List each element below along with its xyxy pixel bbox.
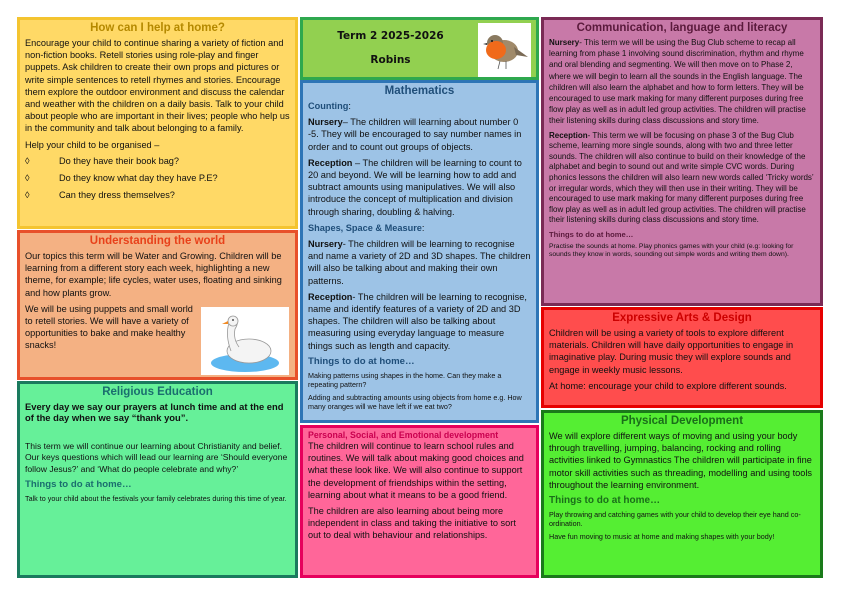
panel-body-2: At home: encourage your child to explore different sounds. bbox=[549, 380, 787, 391]
panel-body: The children will continue to learn school rules and routines. We will talk about making good choices and what these look like. We will also continue to support the development of friendships within the setting, learning about what it means to be a good friend. bbox=[308, 441, 524, 500]
counting-reception: Reception – The children will be learning to count to 20 and beyond. We will be learning how to add and subtract amounts using manipulatives. We will also introduce the concept of multiplication and division through sharing, doubling & halving. bbox=[308, 157, 522, 217]
robin-image bbox=[478, 23, 531, 77]
swan-image bbox=[201, 307, 289, 375]
home-text-2: Adding and subtracting amounts using objects from home e.g. How many oranges will we have left if we eat two? bbox=[308, 392, 522, 411]
home-title: Things to do at home… bbox=[308, 355, 415, 367]
home-text: Practise the sounds at home. Play phonics games with your child (e.g: looking for sounds they know in words, sounding out simple words and writing them down). bbox=[549, 242, 794, 259]
cll-nursery: Nursery- This term we will be using the Bug Club scheme to recap all learning from phase 1 involving sound discrimination, rhythm and rhyme and oral blending and segmenting. We will then move on to Phase 2, where we will begin to learn all the sounds in the English language. The children will also learn the alphabet and how to form letters. They will be encouraged to use mark making for many different purposes during free flow play as well as in adult led group activities. The children will practise their listening skills during class discussions and story time. bbox=[549, 38, 806, 126]
home-title: Things to do at home… bbox=[549, 229, 634, 239]
shapes-reception: Reception- The children will be learning to recognise, name and identify features of a variety of 2D and 3D shapes. The children will also be talking about measuring using everyday language to measure things such as length and capacity. bbox=[308, 291, 527, 351]
cll-reception: Reception- This term we will be focusing on phase 3 of the Bug Club scheme, learning more single sounds, along with two and three letter sounds. The children will also continue to build on their knowledge of the alphabet and begin to sound out and write simple CVC words. During phonics lessons the children will also learn new words called ‘Tricky words’ or irregular words, which they will then use in their writing. They will be encouraged to use mark making for many different purposes during free flow play as well as in adult led group activities. The children will practise their listening skills during class discussions and story time. bbox=[549, 130, 814, 225]
home-text: Talk to your child about the festivals your family celebrates during this time of year. bbox=[25, 494, 287, 504]
term-header bbox=[300, 17, 539, 80]
class-name: Robins bbox=[370, 54, 411, 66]
diamond-bullet-icon: ◊ bbox=[25, 155, 30, 166]
organised-list bbox=[25, 155, 290, 202]
help-at-home-panel bbox=[17, 17, 298, 229]
list-item: ◊ Can they dress themselves? bbox=[25, 190, 175, 201]
home-title: Things to do at home… bbox=[25, 479, 132, 491]
panel-body: Encourage your child to continue sharing a variety of fiction and non-fiction books. Retell stories using role-play and finger puppets. Ask children to create their own props and pictures or write simple sentences to retell rhymes and stories. Encourage them explore the outdoor environment and discuss the calendar and weather with the children on a daily basis. Talk to your child about people who are important in their lives; people who help us in the community and talk about belonging to a family. bbox=[25, 38, 290, 134]
panel-title: Expressive Arts & Design bbox=[612, 312, 752, 324]
panel-title: Understanding the world bbox=[89, 235, 226, 247]
expressive-arts-panel bbox=[541, 307, 823, 408]
religious-education-panel bbox=[17, 381, 298, 578]
list-item: ◊ Do they know what day they have P.E? bbox=[25, 173, 218, 184]
panel-body: We will explore different ways of moving and using your body through travelling, jumping, balancing, rocking and rolling activities linked to Gymnastics The children will participate in fine motor skill activities such as threading, modelling and using tools throughout the learning environment. bbox=[549, 431, 812, 490]
home-title: Things to do at home… bbox=[549, 495, 661, 507]
mathematics-panel: Mathematics Counting: Nursery– The children will learning about number 0 -5. They will be encouraged to say number names in order and to count out groups of objects. Reception – The children will be learning to count to 20 and beyond. We will be learning how to add and subtract amounts using manipulatives. We will also introduce the concept of multiplication and division through sharing, doubling & halving. Shapes, Space & Measure: Nursery- The children will be learning to recognise and name a variety of 2D and 3D shapes. The children will also be talking about and making their own patterns. Reception- The children will be learning to recognise, name and identify features of a variety of 2D and 3D shapes. The children will also be talking about measuring using everyday language to measure things such as length and capacity. Things to do at home… Making patterns using shapes in the home. Can they make a repeating pattern? Adding and subtracting amounts using objects from home e.g. How many oranges will we have left if we eat two? bbox=[300, 80, 539, 423]
panel-body: Our topics this term will be Water and Growing. Children will be learning from a different story each week, highlighting a new theme, for example; life cycles, water uses, floating and sinking and how plants grow. bbox=[25, 251, 282, 298]
panel-title: Physical Development bbox=[620, 415, 744, 427]
shapes-nursery: Nursery- The children will be learning to recognise and name a variety of 2D and 3D shapes. The children will also be talking about and making their own patterns. bbox=[308, 239, 531, 286]
panel-body: Children will be using a variety of tools to explore different materials. Children will have daily opportunities to engage in imaginative play. During music they will explore sounds and engage in weekly music lessons. bbox=[549, 328, 794, 375]
understanding-world-panel bbox=[17, 230, 298, 380]
panel-title: Communication, language and literacy bbox=[576, 22, 788, 34]
counting-heading: Counting bbox=[308, 101, 349, 111]
term-label: Term 2 2025-2026 bbox=[337, 30, 444, 42]
panel-body-2: The children are also learning about being more independent in class and taking the initiative to sort out to deal with behaviour and relationships. bbox=[308, 506, 516, 541]
panel-title: Religious Education bbox=[102, 386, 213, 398]
home-text-1: Making patterns using shapes in the home. Can they make a repeating pattern? bbox=[308, 370, 502, 389]
psed-panel bbox=[300, 425, 539, 578]
physical-development-panel bbox=[541, 410, 823, 578]
panel-title: Mathematics bbox=[384, 85, 455, 97]
panel-title: Personal, Social, and Emotional development bbox=[308, 430, 499, 440]
communication-language-panel bbox=[541, 17, 823, 306]
organised-intro: Help your child to be organised – bbox=[25, 139, 160, 150]
diamond-bullet-icon: ◊ bbox=[25, 190, 30, 201]
home-text-2: Have fun moving to music at home and making shapes with your body! bbox=[549, 532, 775, 542]
prayer-statement: Every day we say our prayers at lunch time and at the end of the day when we say “thank you”. bbox=[25, 401, 284, 423]
diamond-bullet-icon: ◊ bbox=[25, 173, 30, 184]
panel-body-2: We will be using puppets and small world to retell stories. We will have a variety of opportunities to bake and make healthy snacks! bbox=[25, 303, 193, 351]
panel-body: This term we will continue our learning about Christianity and belief. Our keys questions which will lead our learning are ‘Should everyone follow Jesus?’ and ‘What do people celebrate and why?’ bbox=[25, 441, 288, 474]
shapes-heading: Shapes, Space & Measure bbox=[308, 222, 422, 233]
list-item: ◊ Do they have their book bag? bbox=[25, 155, 180, 166]
home-text-1: Play throwing and catching games with your child to develop their eye hand co-ordination. bbox=[549, 510, 801, 529]
counting-nursery: Nursery– The children will learning about number 0 -5. They will be encouraged to say number names in order and to count out groups of objects. bbox=[308, 117, 522, 152]
panel-title: How can I help at home? bbox=[90, 22, 225, 34]
